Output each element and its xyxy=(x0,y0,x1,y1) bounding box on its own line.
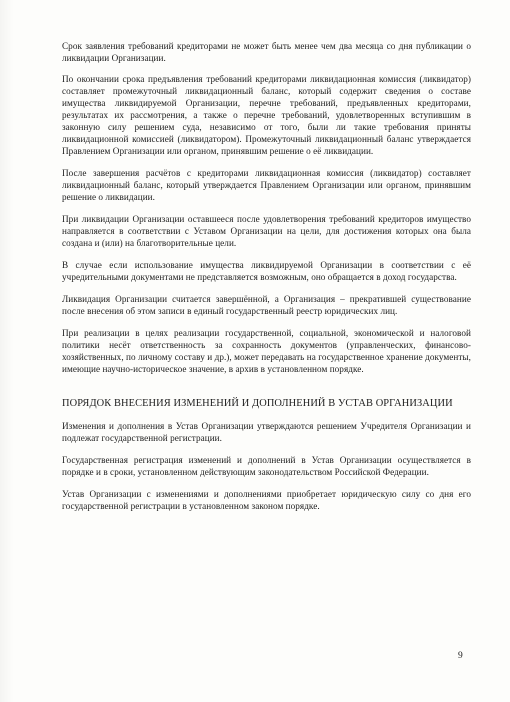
paragraph-amendments-registration: Государственная регистрация изменений и дополнений в Устав Организации осуществляется в порядке и в сроки, установленном действующим законодательством Российской Федерации. xyxy=(62,455,471,477)
paragraph-final-balance: После завершения расчётов с кредиторами ликвидационная комиссия (ликвидатор) составляет ликвидационный баланс, который утверждается Правлением Организации или органом, принявшим решение о ликвидации. xyxy=(62,168,471,202)
section-heading: ПОРЯДОК ВНЕСЕНИЯ ИЗМЕНЕНИЙ И ДОПОЛНЕНИЙ В УСТАВ ОРГАНИЗАЦИИ xyxy=(62,398,453,409)
paragraph-liquidation-complete: Ликвидация Организации считается завершённой, а Организация – прекратившей существование после внесения об этом записи в единый государственный реестр юридических лиц. xyxy=(62,294,471,316)
paragraph-amendments-approval: Изменения и дополнения в Устав Организации утверждаются решением Учредителя Организации и подлежат государственной регистрации. xyxy=(62,421,471,443)
paragraph-remaining-property: При ликвидации Организации оставшееся после удовлетворения требований кредиторов имущество направляется в соответствии с Уставом Организации на цели, для достижения которых она была создана и (или) на благотворительные цели. xyxy=(62,214,471,248)
paragraph-interim-balance: По окончании срока предъявления требований кредиторами ликвидационная комиссия (ликвидатор) составляет промежуточный ликвидационный баланс, который содержит сведения о составе имущества ликвидируемой Организации, перечне требований, предъявленных кредиторами, результатах их рассмотрения, а также о перечне требований, удовлетворенных вступившим в законную силу решением суда, независимо от того, были ли такие требования приняты ликвидационной комиссией (ликвидатором). Промежуточный ликвидационный баланс утверждается Правлением Организации или органом, принявшим решение о её ликвидации. xyxy=(62,74,471,156)
paragraph-state-revenue: В случае если использование имущества ликвидируемой Организации в соответствии с её учредительными документами не представляется возможным, оно обращается в доход государства. xyxy=(62,260,471,282)
document-body xyxy=(62,40,471,522)
paragraph-archive-documents: При реализации в целях реализации государственной, социальной, экономической и налоговой политики несёт ответственность за сохранность документов (управленческих, финансово-хозяйственных, по личному составу и др.), может передавать на государственное хранение документы, имеющие научно-историческое значение, в архив в установленном порядке. xyxy=(62,328,471,374)
scan-edge xyxy=(0,0,14,702)
page-number: 9 xyxy=(458,651,463,661)
paragraph-amendments-effect: Устав Организации с изменениями и дополнениями приобретает юридическую силу со дня его государственной регистрации в установленном законом порядке. xyxy=(62,489,471,511)
paragraph-claims-deadline: Срок заявления требований кредиторами не может быть менее чем два месяца со дня публикации о ликвидации Организации. xyxy=(62,41,471,63)
